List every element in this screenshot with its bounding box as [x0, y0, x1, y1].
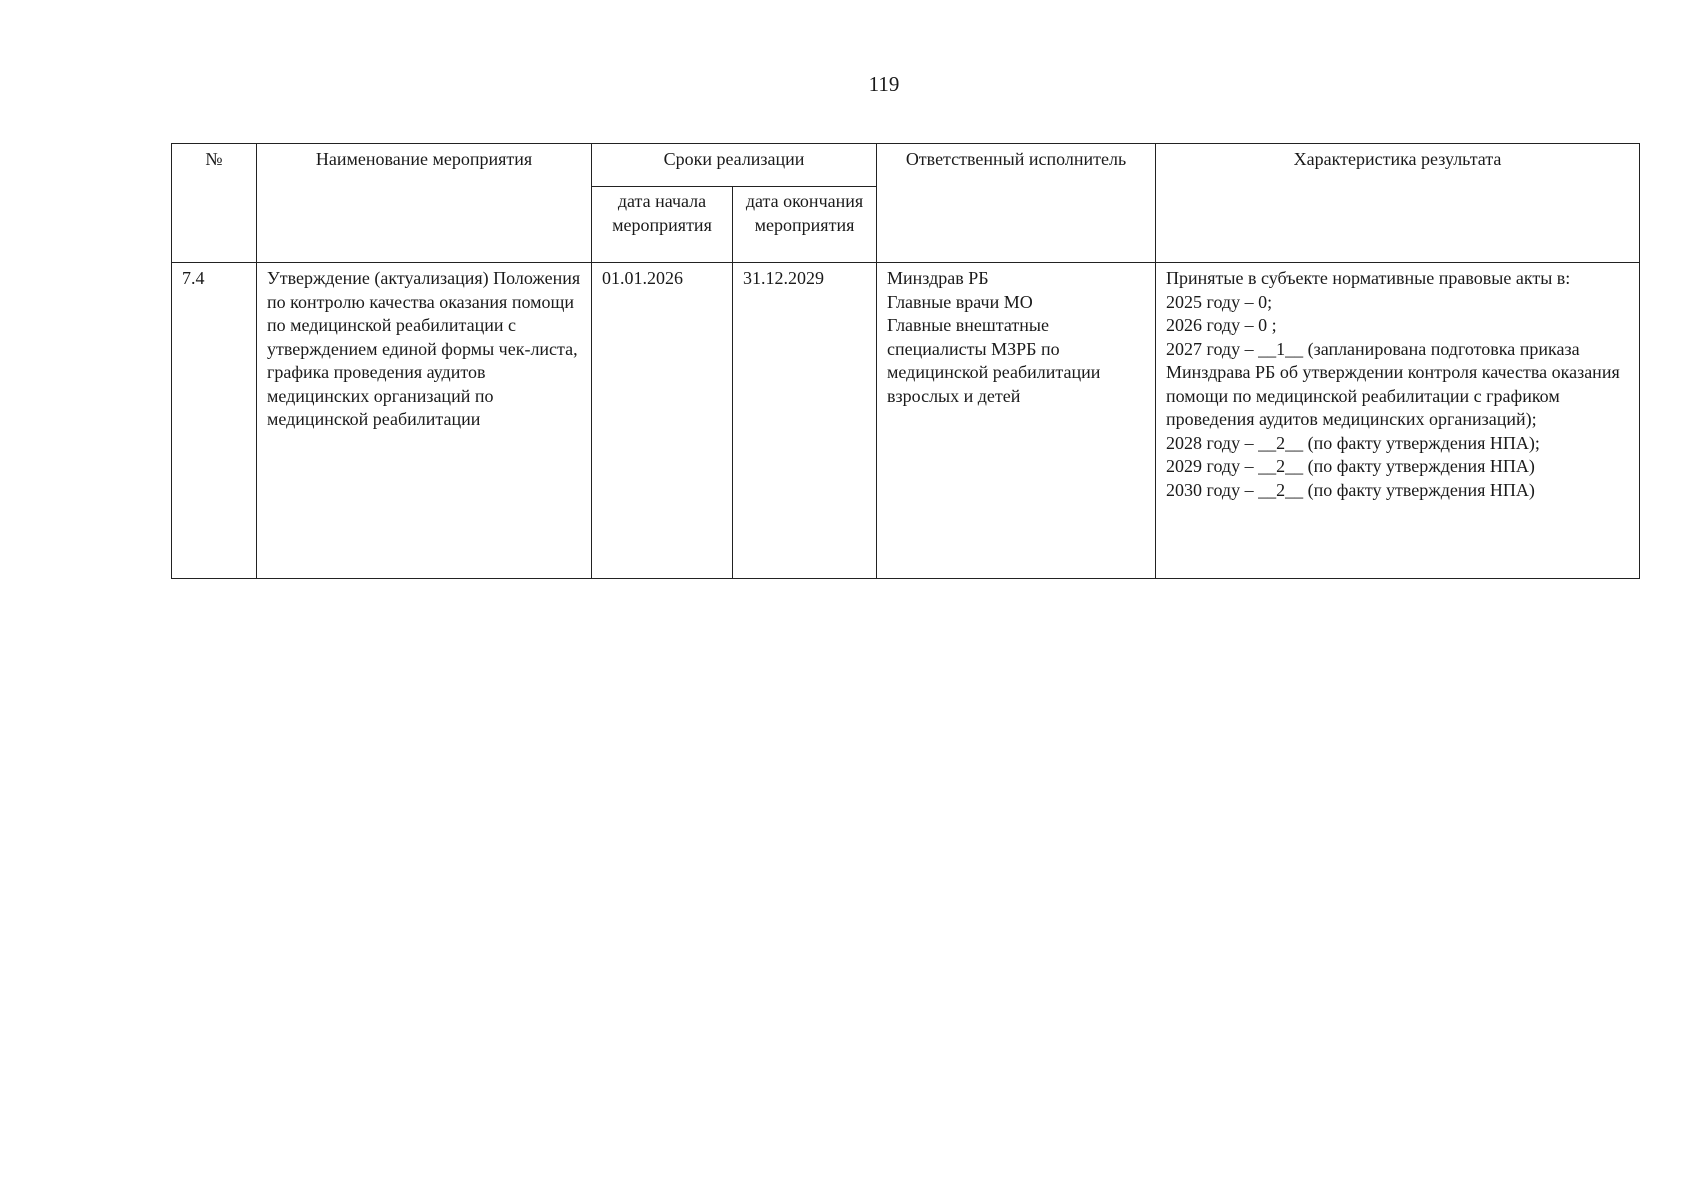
- row-start-date: 01.01.2026: [592, 263, 733, 579]
- responsible-line: Главные врачи МО: [887, 291, 1033, 312]
- result-line: 2029 году – __2__ (по факту утверждения НПА): [1166, 456, 1535, 476]
- row-result: [1156, 263, 1640, 579]
- result-line: 2028 году – __2__ (по факту утверждения НПА);: [1166, 432, 1540, 453]
- table-row: [172, 263, 1640, 579]
- row-end-date: 31.12.2029: [733, 263, 877, 579]
- header-start-date: дата начала мероприятия: [592, 187, 733, 263]
- result-line: Принятые в субъекте нормативные правовые акты в:: [1166, 268, 1571, 288]
- result-line: 2026 году – 0 ;: [1166, 315, 1277, 335]
- header-num: №: [172, 144, 257, 263]
- row-num: 7.4: [172, 263, 257, 579]
- header-result: Характеристика результата: [1156, 144, 1640, 263]
- page-number: 119: [868, 72, 900, 96]
- header-responsible: Ответственный исполнитель: [877, 144, 1156, 263]
- table-header-row: [172, 144, 1640, 187]
- header-name: Наименование мероприятия: [257, 144, 592, 263]
- result-line: 2027 году – __1__ (запланирована подготовка приказа Минздрава РБ об утверждении контроля качества оказания помощи по медицинской реабилитации с графиком проведения аудитов медицинских организаций);: [1166, 338, 1620, 429]
- responsible-line: Главные внештатные специалисты МЗРБ по медицинской реабилитации взрослых и детей: [887, 315, 1101, 406]
- result-line: 2025 году – 0;: [1166, 291, 1273, 312]
- responsible-line: Минздрав РБ: [887, 268, 989, 288]
- row-name: Утверждение (актуализация) Положения по контролю качества оказания помощи по медицинской реабилитации с утверждением единой формы чек-листа, графика проведения аудитов медицинских организаций по медицинской реабилитации: [257, 263, 592, 579]
- header-period: Сроки реализации: [592, 144, 877, 187]
- header-end-date: дата окончания мероприятия: [733, 187, 877, 263]
- measures-table: [171, 143, 1640, 579]
- result-line: 2030 году – __2__ (по факту утверждения НПА): [1166, 479, 1535, 500]
- row-responsible: [877, 263, 1156, 579]
